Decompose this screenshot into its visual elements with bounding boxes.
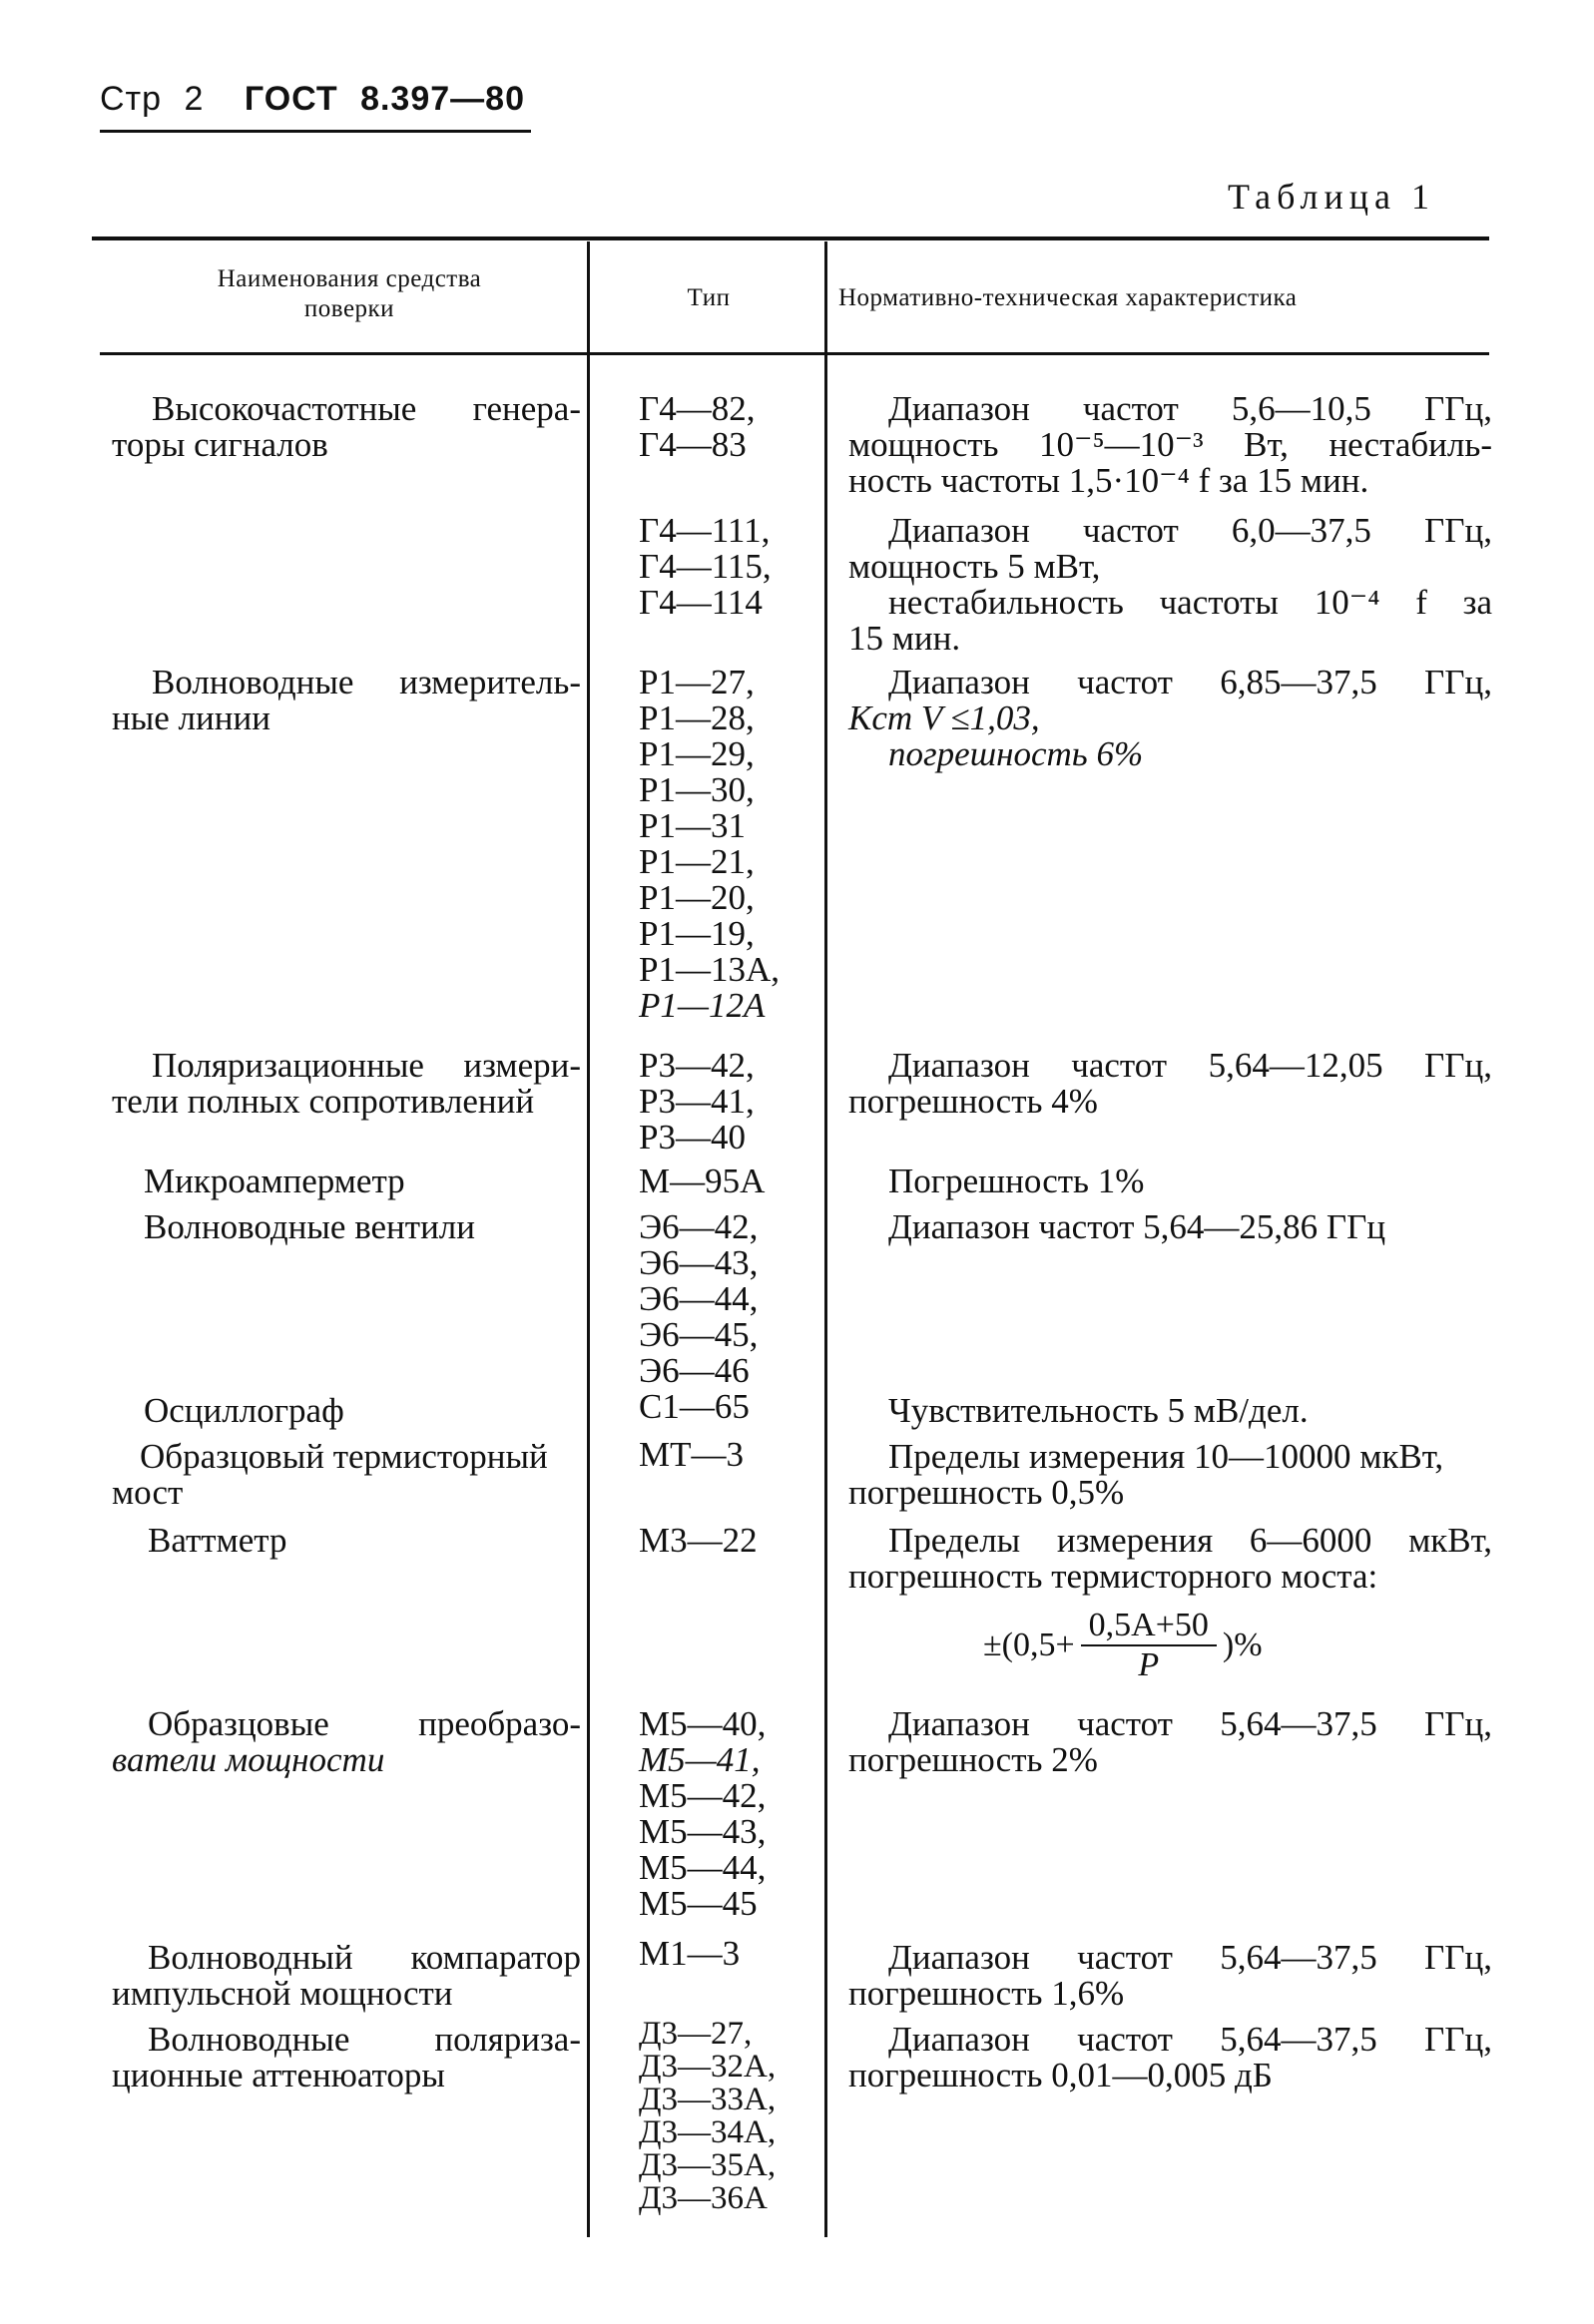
type-item: МТ—3 [639, 1435, 744, 1474]
gost-label: ГОСТ [244, 80, 338, 118]
type-item: Э6—43, [639, 1243, 759, 1282]
type-item: Д3—27, [639, 2016, 753, 2052]
type-item: Р1—13А, [639, 950, 780, 989]
row-types [639, 1437, 818, 1473]
spec-line: погрешность 1,6% [848, 1974, 1125, 2013]
type-item: Р1—28, [639, 698, 755, 737]
type-item: М5—44, [639, 1848, 767, 1887]
type-item: Р3—40 [639, 1118, 746, 1157]
type-item: М5—43, [639, 1812, 767, 1851]
row-types [639, 1389, 818, 1425]
row-types [639, 513, 818, 621]
row-types [639, 1936, 818, 1972]
row-name [112, 1940, 581, 2012]
row-types [639, 2018, 818, 2215]
spec-line: Погрешность 1% [888, 1162, 1145, 1200]
spec-line: Kст V ≤1,03, [848, 698, 1040, 737]
table-header-rule [100, 352, 1489, 355]
row-spec [848, 1439, 1492, 1511]
spec-line: Диапазон частот 5,64—37,5 ГГц, [888, 1938, 1492, 1977]
spec-line: ность частоты 1,5·10⁻⁴ f за 15 мин. [848, 461, 1369, 500]
type-item: Г4—114 [639, 583, 763, 622]
formula-numerator: 0,5A+50 [1081, 1607, 1217, 1646]
row-spec [848, 1523, 1492, 1595]
type-item: М5—41, [639, 1740, 761, 1779]
name-line: Осциллограф [144, 1391, 344, 1430]
formula-prefix: ±(0,5+ [983, 1627, 1075, 1663]
name-line: Образцовые преобразо- [148, 1704, 581, 1743]
row-types [639, 391, 818, 463]
row-name [112, 1393, 581, 1429]
spec-line: мощность 5 мВт, [848, 547, 1101, 586]
type-item: Р1—31 [639, 806, 746, 845]
type-item: Р3—42, [639, 1046, 755, 1085]
type-item: М5—40, [639, 1704, 767, 1743]
type-item: Э6—42, [639, 1207, 759, 1246]
type-item: Г4—111, [639, 511, 771, 550]
type-item: Г4—82, [639, 389, 756, 428]
row-spec [848, 1393, 1492, 1429]
row-name [112, 1523, 581, 1559]
spec-line: Пределы измерения 6—6000 мкВт, [888, 1521, 1492, 1560]
row-spec [848, 665, 1492, 772]
spec-line: погрешность 0,01—0,005 дБ [848, 2056, 1273, 2094]
name-line: тели полных сопротивлений [112, 1082, 535, 1121]
page-prefix: Стр [100, 80, 163, 118]
spec-line: нестабильность частоты 10⁻⁴ f за [888, 583, 1492, 622]
spec-line: Пределы измерения 10—10000 мкВт, [888, 1437, 1444, 1476]
header-underline [100, 130, 531, 133]
page-number: 2 [184, 80, 205, 118]
column-divider-2 [824, 241, 827, 2237]
name-line: торы сигналов [112, 425, 328, 464]
formula-fraction [1081, 1607, 1217, 1684]
spec-line: погрешность термисторного моста: [848, 1557, 1378, 1596]
type-item: Д3—36А [639, 2180, 768, 2216]
row-name [112, 1706, 581, 1778]
spec-line: погрешность 6% [888, 734, 1144, 773]
table-caption: Таблица 1 [1228, 177, 1435, 217]
error-formula [983, 1607, 1263, 1684]
type-item: Д3—34А, [639, 2114, 777, 2150]
type-item: Д3—35А, [639, 2147, 777, 2183]
row-name [112, 391, 581, 463]
row-types [639, 665, 818, 1024]
name-line: ватели мощности [112, 1740, 385, 1779]
name-line: Ваттметр [148, 1521, 287, 1560]
header-type: Тип [687, 284, 731, 311]
row-name [112, 1209, 581, 1245]
row-name [112, 1163, 581, 1199]
name-line: Поляризационные измери- [152, 1046, 581, 1085]
row-types [639, 1163, 818, 1199]
name-line: Волноводный компаратор [148, 1938, 581, 1977]
row-name [112, 1048, 581, 1120]
header-name-line: Наименования средства [217, 265, 482, 292]
formula-suffix: )% [1222, 1627, 1263, 1663]
name-line: Микроамперметр [144, 1162, 405, 1200]
name-line: импульсной мощности [112, 1974, 453, 2013]
header-name-line: поверки [303, 295, 395, 322]
row-spec [848, 1209, 1492, 1245]
type-item: М3—22 [639, 1521, 758, 1560]
spec-line: погрешность 0,5% [848, 1473, 1125, 1512]
table-top-rule [92, 236, 1489, 240]
column-divider-1 [587, 241, 590, 2237]
spec-line: погрешность 4% [848, 1082, 1098, 1121]
type-item: Д3—33А, [639, 2082, 777, 2117]
row-spec [848, 1163, 1492, 1199]
gost-number: 8.397—80 [360, 80, 525, 118]
type-item: Р1—27, [639, 663, 755, 701]
spec-line: Диапазон частот 5,64—37,5 ГГц, [888, 2020, 1492, 2059]
row-spec [848, 1940, 1492, 2012]
name-line: ционные аттенюаторы [112, 2056, 445, 2094]
row-spec [848, 1706, 1492, 1778]
spec-line: Диапазон частот 5,64—12,05 ГГц, [888, 1046, 1492, 1085]
name-line: Волноводные измеритель- [152, 663, 581, 701]
type-item: Э6—44, [639, 1279, 759, 1318]
page-header [100, 80, 525, 119]
row-spec [848, 391, 1492, 499]
type-item: С1—65 [639, 1387, 750, 1426]
type-item: М—95А [639, 1162, 766, 1200]
name-line: ные линии [112, 698, 270, 737]
name-line: Волноводные поляриза- [148, 2020, 581, 2059]
row-types [639, 1048, 818, 1156]
header-spec: Нормативно-техническая характеристика [838, 284, 1298, 311]
type-item: М5—42, [639, 1776, 767, 1815]
spec-line: Диапазон частот 5,6—10,5 ГГц, [888, 389, 1492, 428]
type-item: Р1—20, [639, 878, 755, 917]
row-name [112, 665, 581, 736]
row-spec [848, 2022, 1492, 2093]
type-item: Р3—41, [639, 1082, 755, 1121]
spec-line: Диапазон частот 6,85—37,5 ГГц, [888, 663, 1492, 701]
type-item: Г4—115, [639, 547, 772, 586]
name-line: Волноводные вентили [144, 1207, 476, 1246]
type-item: Э6—45, [639, 1315, 759, 1354]
spec-line: Диапазон частот 6,0—37,5 ГГц, [888, 511, 1492, 550]
type-item: М1—3 [639, 1934, 741, 1973]
formula-denominator: P [1138, 1646, 1160, 1683]
row-spec [848, 1048, 1492, 1120]
row-spec [848, 513, 1492, 657]
row-name [112, 2022, 581, 2093]
type-item: Р1—30, [639, 770, 755, 809]
row-types [639, 1209, 818, 1389]
spec-line: 15 мин. [848, 619, 961, 658]
spec-line: мощность 10⁻⁵—10⁻³ Вт, нестабиль- [848, 425, 1492, 464]
row-name [112, 1439, 581, 1511]
type-item: Р1—29, [639, 734, 755, 773]
header-name [120, 264, 579, 324]
row-types [639, 1706, 818, 1922]
type-item: Э6—46 [639, 1351, 750, 1390]
type-item: М5—45 [639, 1884, 758, 1923]
spec-line: Диапазон частот 5,64—37,5 ГГц, [888, 1704, 1492, 1743]
type-item: Р1—12А [639, 986, 766, 1025]
spec-line: погрешность 2% [848, 1740, 1098, 1779]
spec-line: Диапазон частот 5,64—25,86 ГГц [888, 1207, 1386, 1246]
spec-line: Чувствительность 5 мВ/дел. [888, 1391, 1309, 1430]
type-item: Г4—83 [639, 425, 747, 464]
type-item: Р1—19, [639, 914, 755, 953]
type-item: Р1—21, [639, 842, 755, 881]
name-line: Высокочастотные генера- [152, 389, 581, 428]
row-types [639, 1523, 818, 1559]
name-line: Образцовый термисторный [140, 1437, 548, 1476]
type-item: Д3—32А, [639, 2049, 777, 2085]
name-line: мост [112, 1473, 184, 1512]
